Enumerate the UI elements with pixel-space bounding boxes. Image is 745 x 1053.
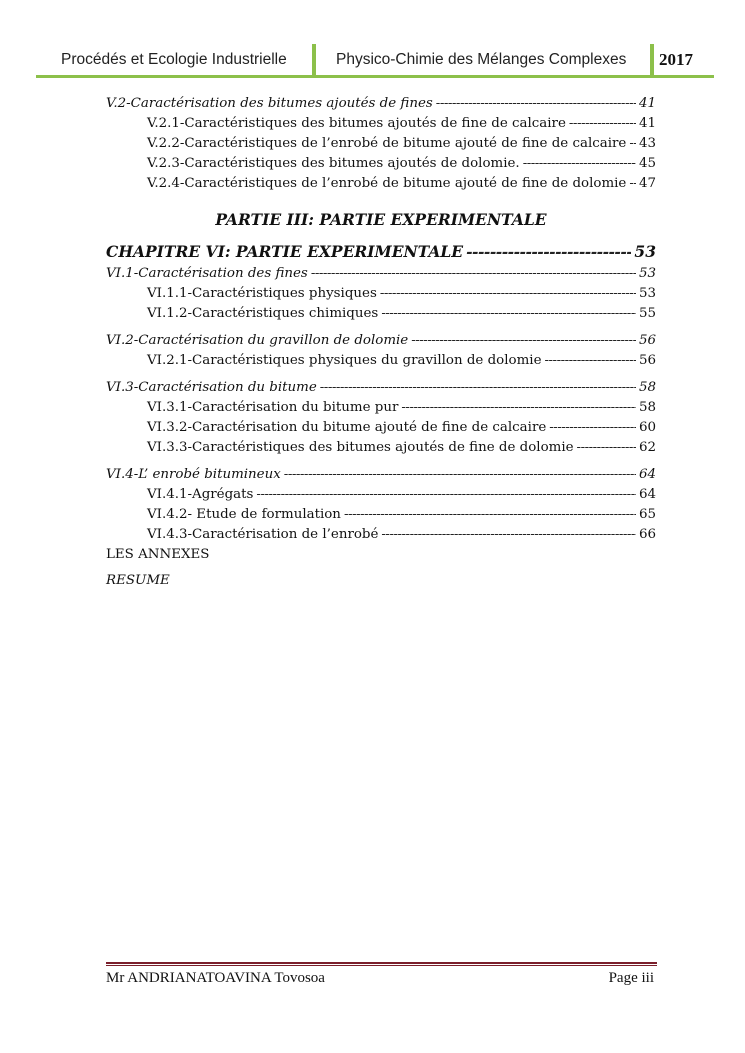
toc-entry-page: 56 bbox=[638, 353, 656, 368]
toc-entry-label: VI.4.1-Agrégats bbox=[147, 487, 254, 502]
header-rule bbox=[36, 75, 714, 78]
toc-entry-page: 41 bbox=[638, 116, 656, 131]
toc-entry-page: 41 bbox=[638, 96, 656, 111]
toc-entry-label: CHAPITRE VI: PARTIE EXPERIMENTALE bbox=[106, 242, 464, 261]
toc-entry-label: VI.3-Caractérisation du bitume bbox=[106, 380, 317, 395]
footer-author: Mr ANDRIANATOAVINA Tovosoa bbox=[106, 970, 325, 986]
toc-entry[interactable] bbox=[106, 380, 656, 400]
toc-entry-page: 64 bbox=[638, 467, 656, 482]
toc-entry-label: VI.3.2-Caractérisation du bitume ajouté de fine de calcaire bbox=[147, 420, 547, 435]
toc-entry[interactable] bbox=[106, 116, 656, 136]
toc-entry-label: VI.1-Caractérisation des fines bbox=[106, 266, 308, 281]
toc-chapter-entry[interactable] bbox=[106, 242, 656, 266]
toc-annexes[interactable]: LES ANNEXES bbox=[106, 547, 210, 562]
toc-leader bbox=[569, 116, 636, 131]
toc-entry[interactable] bbox=[106, 420, 656, 440]
toc-leader bbox=[436, 96, 636, 111]
footer-rule bbox=[106, 962, 657, 964]
toc-entry-label: VI.1.2-Caractéristiques chimiques bbox=[147, 306, 379, 321]
page-header bbox=[36, 44, 714, 77]
toc-entry[interactable] bbox=[106, 353, 656, 373]
toc-entry[interactable] bbox=[106, 96, 656, 116]
toc-entry-label: V.2-Caractérisation des bitumes ajoutés de fines bbox=[106, 96, 433, 111]
header-document-title: Physico-Chimie des Mélanges Complexes bbox=[336, 51, 627, 68]
toc-entry-label: VI.4.2- Etude de formulation bbox=[147, 507, 341, 522]
toc-leader bbox=[380, 286, 636, 301]
toc-entry[interactable] bbox=[106, 156, 656, 176]
header-year: 2017 bbox=[659, 50, 693, 69]
toc-leader bbox=[284, 467, 636, 482]
toc-resume[interactable]: RESUME bbox=[106, 573, 170, 588]
toc-leader bbox=[523, 156, 636, 171]
toc-entry-page: 60 bbox=[638, 420, 656, 435]
toc-entry-label: VI.2-Caractérisation du gravillon de dolomie bbox=[106, 333, 409, 348]
toc-entry-page: 55 bbox=[638, 306, 656, 321]
toc-leader bbox=[344, 507, 636, 522]
toc-entry-label: V.2.3-Caractéristiques des bitumes ajoutés de dolomie. bbox=[147, 156, 520, 171]
toc-entry-page: 53 bbox=[634, 242, 656, 261]
toc-entry-label: V.2.1-Caractéristiques des bitumes ajoutés de fine de calcaire bbox=[147, 116, 566, 131]
toc-entry-page: 62 bbox=[638, 440, 656, 455]
toc-leader bbox=[629, 176, 636, 191]
toc-leader bbox=[320, 380, 636, 395]
toc-entry-label: VI.3.1-Caractérisation du bitume pur bbox=[147, 400, 399, 415]
toc-leader bbox=[381, 306, 636, 321]
toc-leader bbox=[411, 333, 636, 348]
toc-entry[interactable] bbox=[106, 176, 656, 196]
toc-leader bbox=[545, 353, 636, 368]
table-of-contents bbox=[106, 96, 656, 593]
toc-entry-page: 47 bbox=[638, 176, 656, 191]
toc-entry-page: 58 bbox=[638, 380, 656, 395]
header-course-title: Procédés et Ecologie Industrielle bbox=[61, 51, 287, 68]
toc-entry-page: 53 bbox=[638, 266, 656, 281]
part-heading: PARTIE III: PARTIE EXPERIMENTALE bbox=[215, 210, 547, 229]
toc-entry[interactable] bbox=[106, 306, 656, 326]
toc-entry-page: 58 bbox=[638, 400, 656, 415]
toc-entry-page: 56 bbox=[638, 333, 656, 348]
toc-leader bbox=[629, 136, 636, 151]
toc-entry[interactable] bbox=[106, 487, 656, 507]
footer-rule bbox=[106, 965, 657, 966]
toc-leader bbox=[381, 527, 636, 542]
header-divider bbox=[312, 44, 316, 77]
toc-entry-page: 45 bbox=[638, 156, 656, 171]
toc-entry[interactable] bbox=[106, 440, 656, 460]
toc-leader bbox=[577, 440, 636, 455]
toc-leader bbox=[466, 242, 631, 261]
toc-entry-label: VI.2.1-Caractéristiques physiques du gravillon de dolomie bbox=[147, 353, 542, 368]
toc-entry-label: VI.3.3-Caractéristiques des bitumes ajoutés de fine de dolomie bbox=[147, 440, 574, 455]
toc-entry-page: 66 bbox=[638, 527, 656, 542]
footer-page-number: Page iii bbox=[608, 970, 654, 986]
toc-entry-label: VI.4.3-Caractérisation de l’enrobé bbox=[147, 527, 379, 542]
toc-leader bbox=[549, 420, 636, 435]
toc-entry-label: VI.4-L’ enrobé bitumineux bbox=[106, 467, 281, 482]
toc-entry-label: V.2.4-Caractéristiques de l’enrobé de bitume ajouté de fine de dolomie bbox=[147, 176, 627, 191]
toc-leader bbox=[401, 400, 636, 415]
toc-entry[interactable] bbox=[106, 467, 656, 487]
toc-entry[interactable] bbox=[106, 507, 656, 527]
toc-entry[interactable] bbox=[106, 400, 656, 420]
toc-leader bbox=[311, 266, 636, 281]
toc-entry[interactable] bbox=[106, 266, 656, 286]
toc-entry[interactable] bbox=[106, 527, 656, 547]
toc-entry[interactable] bbox=[106, 136, 656, 156]
toc-entry-page: 65 bbox=[638, 507, 656, 522]
toc-entry-page: 64 bbox=[638, 487, 656, 502]
toc-entry-page: 43 bbox=[638, 136, 656, 151]
toc-entry-page: 53 bbox=[638, 286, 656, 301]
toc-entry[interactable] bbox=[106, 286, 656, 306]
toc-leader bbox=[256, 487, 636, 502]
toc-entry-label: VI.1.1-Caractéristiques physiques bbox=[147, 286, 377, 301]
toc-entry-label: V.2.2-Caractéristiques de l’enrobé de bitume ajouté de fine de calcaire bbox=[147, 136, 627, 151]
header-divider bbox=[650, 44, 654, 77]
toc-entry[interactable] bbox=[106, 333, 656, 353]
